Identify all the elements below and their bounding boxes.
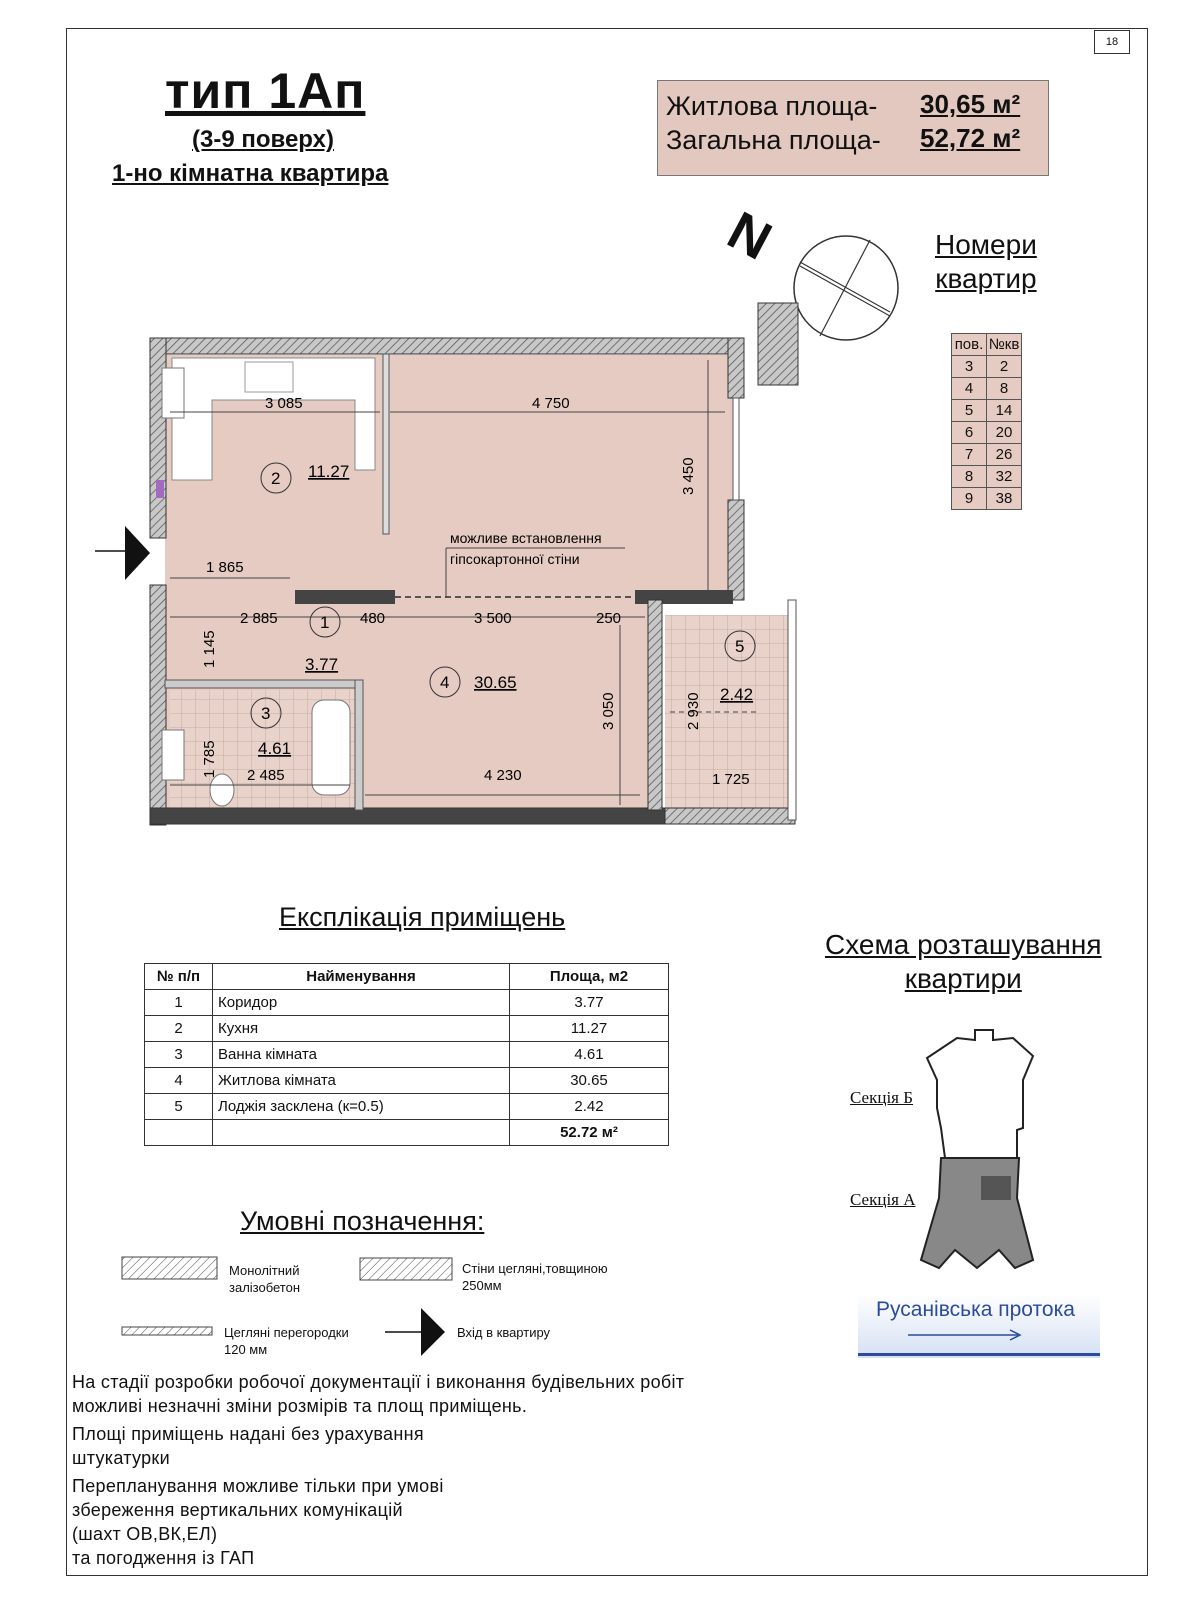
floor-cell: 9 xyxy=(952,488,987,510)
row-area: 4.61 xyxy=(510,1042,669,1068)
meter-icon xyxy=(156,480,164,498)
row-name: Ванна кімната xyxy=(213,1042,510,1068)
row-number: 2 xyxy=(145,1016,213,1042)
right-wall-upper xyxy=(728,338,744,398)
dimension-text: 3 450 xyxy=(680,457,697,495)
table-row xyxy=(145,1016,669,1042)
legend-monolith-line2: залізобетон xyxy=(229,1280,301,1295)
note-line: можливі незначні зміни розмірів та площ приміщень. xyxy=(72,1396,528,1416)
legend-title: Умовні позначення: xyxy=(240,1206,485,1236)
table-header-row xyxy=(145,964,669,990)
header-floor: пов. xyxy=(952,334,987,356)
vent-shaft xyxy=(758,303,798,385)
loggia-glazing xyxy=(788,600,796,820)
apartment-numbers-title-line1: Номери xyxy=(935,229,1037,260)
entrance-arrow-icon xyxy=(125,526,150,580)
dimension-text: 2 930 xyxy=(685,692,702,730)
kitchen-partition xyxy=(383,354,389,534)
living-area-value: 30,65 м² xyxy=(920,89,1021,119)
row-area: 3.77 xyxy=(510,990,669,1016)
floor-cell: 8 xyxy=(952,466,987,488)
legend-monolith xyxy=(229,1262,300,1296)
apartment-numbers-title-line2: квартир xyxy=(935,263,1037,294)
note-line: На стадії розробки робочої документації і виконання будівельних робіт xyxy=(72,1372,685,1392)
dimension-text: 1 145 xyxy=(201,630,218,668)
legend-swatches-left xyxy=(118,1255,233,1345)
section-b-label: Секція Б xyxy=(850,1088,914,1107)
floors-range: (3-9 поверх) xyxy=(192,126,334,153)
apartment-location-marker xyxy=(981,1176,1011,1200)
room-number: 5 xyxy=(735,637,745,656)
bottom-wall xyxy=(150,808,665,824)
dimension-text: 1 725 xyxy=(712,771,750,788)
partition-column-left xyxy=(295,590,395,604)
row-number: 5 xyxy=(145,1094,213,1120)
apartment-cell: 8 xyxy=(987,378,1022,400)
note-line: збереження вертикальних комунікацій xyxy=(72,1500,403,1520)
row-area: 30.65 xyxy=(510,1068,669,1094)
floor-cell: 4 xyxy=(952,378,987,400)
riser-icon xyxy=(162,368,184,418)
table-row xyxy=(145,1094,669,1120)
location-schema-title xyxy=(825,928,1102,996)
total-area-label: Загальна площа- xyxy=(666,125,881,155)
dimension-text: 1 865 xyxy=(206,559,244,576)
room-area: 3.77 xyxy=(305,655,339,674)
row-number: 4 xyxy=(145,1068,213,1094)
river-label-box xyxy=(858,1294,1100,1358)
total-area: 52.72 м² xyxy=(510,1120,669,1146)
brick-wall-swatch xyxy=(358,1256,458,1286)
dimension-text: 2 885 xyxy=(240,610,278,627)
apartment-cell: 26 xyxy=(987,444,1022,466)
plan-type-title: тип 1Ап xyxy=(165,63,366,119)
monolith-swatch xyxy=(122,1257,217,1279)
legend-brick-line2: 250мм xyxy=(462,1278,502,1293)
row-number: 1 xyxy=(145,990,213,1016)
apartment-kind: 1-но кімнатна квартира xyxy=(112,160,389,187)
loggia-wall xyxy=(648,600,662,810)
total-area-value: 52,72 м² xyxy=(920,123,1021,153)
north-arrow-icon: N xyxy=(718,200,781,272)
river-line xyxy=(858,1353,1100,1356)
window xyxy=(733,398,739,500)
dimension-text: 4 230 xyxy=(484,767,522,784)
legend-partitions-line1: Цегляні перегородки xyxy=(224,1325,349,1340)
note-line: Площі приміщень надані без урахування xyxy=(72,1424,424,1444)
legend-brick-walls xyxy=(462,1260,608,1294)
dimension-text: 1 785 xyxy=(201,740,218,778)
legend-partitions-line2: 120 мм xyxy=(224,1342,268,1357)
empty-cell xyxy=(213,1120,510,1146)
room-number: 4 xyxy=(440,673,450,692)
section-a-outline xyxy=(921,1158,1033,1268)
dimension-text: 480 xyxy=(360,610,386,627)
floor-cell: 3 xyxy=(952,356,987,378)
note-line: штукатурки xyxy=(72,1448,170,1468)
floor-cell: 5 xyxy=(952,400,987,422)
room-area: 30.65 xyxy=(474,673,517,692)
explication-title: Експлікація приміщень xyxy=(279,902,566,932)
row-name: Коридор xyxy=(213,990,510,1016)
row-number: 3 xyxy=(145,1042,213,1068)
dimension-text: 250 xyxy=(596,610,622,627)
table-row xyxy=(145,1068,669,1094)
legend-brick-line1: Стіни цегляні,товщиною xyxy=(462,1261,608,1276)
section-a-label: Секція А xyxy=(850,1190,916,1209)
legend-monolith-line1: Монолітний xyxy=(229,1263,300,1278)
table-row xyxy=(145,1042,669,1068)
partition-note-line1: можливе встановлення xyxy=(450,530,602,546)
right-wall-lower xyxy=(728,500,744,600)
table-total-row xyxy=(145,1120,669,1146)
bathroom-partition-right xyxy=(355,680,363,810)
row-name: Лоджія засклена (к=0.5) xyxy=(213,1094,510,1120)
river-label: Русанівська протока xyxy=(876,1298,1075,1321)
legend-partitions xyxy=(224,1324,349,1358)
room-area: 2.42 xyxy=(720,685,754,704)
floor-cell: 6 xyxy=(952,422,987,444)
floor-cell: 7 xyxy=(952,444,987,466)
loggia-bottom-wall xyxy=(665,808,795,824)
room-number: 1 xyxy=(320,613,330,632)
header-apartment-no: №кв xyxy=(987,334,1022,356)
building-location-diagram xyxy=(915,1018,1045,1278)
partition-note-line2: гіпсокартонної стіни xyxy=(450,551,580,567)
bathtub-icon xyxy=(312,700,350,795)
apartment-cell: 2 xyxy=(987,356,1022,378)
apartment-cell: 20 xyxy=(987,422,1022,444)
living-area-label: Житлова площа- xyxy=(666,91,878,121)
room-area: 4.61 xyxy=(258,739,292,758)
row-area: 2.42 xyxy=(510,1094,669,1120)
row-name: Кухня xyxy=(213,1016,510,1042)
note-line: та погодження із ГАП xyxy=(72,1548,255,1568)
bathroom-partition-top xyxy=(165,680,360,688)
dimension-text: 3 050 xyxy=(600,692,617,730)
section-b-outline xyxy=(927,1030,1033,1158)
apartment-cell: 32 xyxy=(987,466,1022,488)
top-wall xyxy=(150,338,744,354)
header-area: Площа, м2 xyxy=(510,964,669,990)
room-area: 11.27 xyxy=(308,462,350,481)
schema-title-line1: Схема розташування xyxy=(825,929,1102,960)
schema-title-line2: квартири xyxy=(904,963,1022,994)
apartment-cell: 38 xyxy=(987,488,1022,510)
row-name: Житлова кімната xyxy=(213,1068,510,1094)
header-number: № п/п xyxy=(145,964,213,990)
apartment-cell: 14 xyxy=(987,400,1022,422)
entrance-legend-arrow-icon xyxy=(383,1306,448,1361)
note-line: (шахт ОВ,ВК,ЕЛ) xyxy=(72,1524,218,1544)
explication-table xyxy=(144,963,669,1146)
empty-cell xyxy=(145,1120,213,1146)
sheet-corner-code: 18 xyxy=(1094,30,1130,54)
room-number: 2 xyxy=(271,469,281,488)
left-wall-lower xyxy=(150,585,166,825)
table-row xyxy=(145,990,669,1016)
notes-block xyxy=(72,1370,684,1570)
riser-icon xyxy=(162,730,184,780)
header-name: Найменування xyxy=(213,964,510,990)
dimension-text: 3 500 xyxy=(474,610,512,627)
row-area: 11.27 xyxy=(510,1016,669,1042)
note-line: Перепланування можливе тільки при умові xyxy=(72,1476,444,1496)
partition-swatch xyxy=(122,1327,212,1335)
river-flow-arrow-icon xyxy=(908,1328,1028,1342)
dimension-text: 2 485 xyxy=(247,767,285,784)
room-number: 3 xyxy=(261,704,271,723)
dimension-text: 3 085 xyxy=(265,395,303,412)
legend-entrance: Вхід в квартиру xyxy=(457,1325,551,1340)
dimension-text: 4 750 xyxy=(532,395,570,412)
